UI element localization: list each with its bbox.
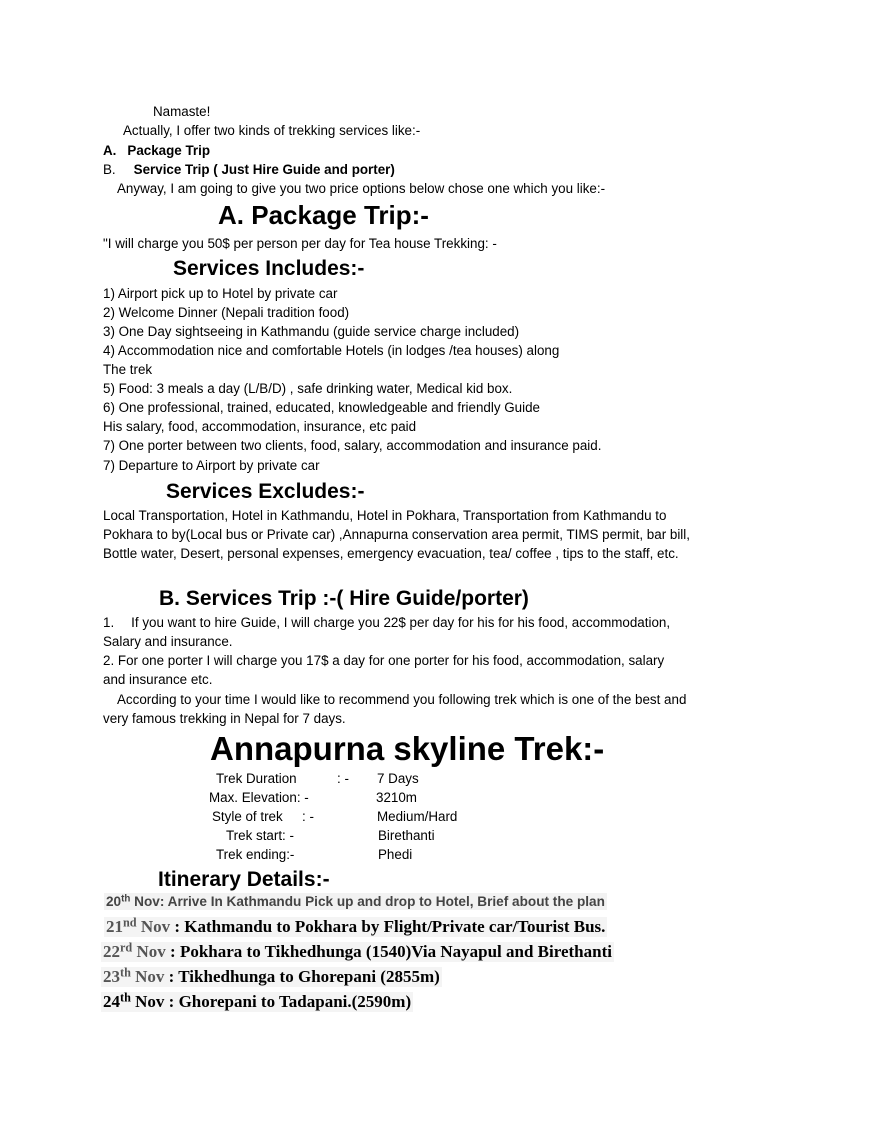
service-item-2-cont: and insurance etc. <box>103 672 213 687</box>
includes-item: 1) Airport pick up to Hotel by private car <box>103 286 338 301</box>
trek-detail-value: Birethanti <box>378 828 435 843</box>
service-heading: B. Services Trip :-( Hire Guide/porter) <box>159 587 529 610</box>
itinerary-item <box>101 967 442 987</box>
itinerary-text: : Kathmandu to Pokhara by Flight/Private car/Tourist Bus. <box>170 917 606 936</box>
trek-detail-value: Phedi <box>378 847 413 862</box>
itinerary-day: 24 <box>103 992 120 1011</box>
itinerary-month: Nov <box>140 917 171 936</box>
service-item-1-marker: 1. <box>103 615 115 630</box>
trek-detail-value: 3210m <box>376 790 417 805</box>
service-item-2: 2. For one porter I will charge you 17$ a day for one porter for his food, accommodation, salary <box>103 653 665 668</box>
trek-detail-label: Trek start: - <box>226 828 294 843</box>
greeting: Namaste! <box>153 104 211 119</box>
itinerary-text: : Tikhedhunga to Ghorepani (2855m) <box>164 967 440 986</box>
itinerary-heading: Itinerary Details:- <box>158 868 330 891</box>
itinerary-day: 22 <box>103 942 120 961</box>
itinerary-text: : Pokhara to Tikhedhunga (1540)Via Nayapul and Birethanti <box>165 942 612 961</box>
itinerary-month: Nov <box>135 967 165 986</box>
itinerary-day: 20 <box>106 894 122 909</box>
trek-detail-value: Medium/Hard <box>377 809 458 824</box>
trek-detail-sep: : - <box>337 771 349 786</box>
includes-item: The trek <box>103 362 153 377</box>
recommend-line-2: very famous trekking in Nepal for 7 days. <box>103 711 346 726</box>
option-a-marker: A. <box>103 143 117 158</box>
trek-title: Annapurna skyline Trek:- <box>210 730 605 767</box>
package-price: "I will charge you 50$ per person per day for Tea house Trekking: - <box>103 236 497 251</box>
includes-item: 2) Welcome Dinner (Nepali tradition food) <box>103 305 350 320</box>
excludes-line: Local Transportation, Hotel in Kathmandu, Hotel in Pokhara, Transportation from Kathmandu to <box>103 508 667 523</box>
option-a <box>103 142 210 159</box>
itinerary-day: 23 <box>103 967 120 986</box>
trek-detail-label: Trek Duration <box>216 771 297 786</box>
itinerary-item <box>101 992 413 1012</box>
excludes-line: Bottle water, Desert, personal expenses, emergency evacuation, tea/ coffee , tips to the staff, etc. <box>103 546 679 561</box>
itinerary-day-suffix: rd <box>120 940 133 955</box>
includes-item: 7) One porter between two clients, food, salary, accommodation and insurance paid. <box>103 438 602 453</box>
itinerary-day-suffix: th <box>120 965 131 980</box>
trek-detail-label: Trek ending:- <box>216 847 295 862</box>
itinerary-day-suffix: th <box>120 990 131 1005</box>
service-item-1-cont: Salary and insurance. <box>103 634 233 649</box>
trek-detail-sep: : - <box>302 809 314 824</box>
includes-item: 6) One professional, trained, educated, knowledgeable and friendly Guide <box>103 400 540 415</box>
itinerary-item <box>101 942 614 962</box>
package-heading: A. Package Trip:- <box>218 200 429 230</box>
includes-item: 3) One Day sightseeing in Kathmandu (guide service charge included) <box>103 324 520 339</box>
includes-item: 4) Accommodation nice and comfortable Hotels (in lodges /tea houses) along <box>103 343 560 358</box>
option-b-label: Service Trip ( Just Hire Guide and porter) <box>133 162 395 177</box>
intro-line: Actually, I offer two kinds of trekking services like:- <box>123 123 421 138</box>
recommend-line: According to your time I would like to recommend you following trek which is one of the best and <box>117 692 687 707</box>
itinerary-month: Nov <box>136 942 166 961</box>
option-b-marker: B. <box>103 162 116 177</box>
trek-detail-value: 7 Days <box>377 771 419 786</box>
option-b <box>103 161 395 178</box>
excludes-heading: Services Excludes:- <box>166 480 365 503</box>
includes-item: 5) Food: 3 meals a day (L/B/D) , safe drinking water, Medical kid box. <box>103 381 513 396</box>
itinerary-text: : Arrive In Kathmandu Pick up and drop to Hotel, Brief about the plan <box>159 894 605 909</box>
service-item-1 <box>103 614 670 631</box>
option-a-label: Package Trip <box>127 143 211 158</box>
trek-detail-label: Style of trek <box>212 809 283 824</box>
excludes-line: Pokhara to by(Local bus or Private car) ,Annapurna conservation area permit, TIMS permit, bar bill, <box>103 527 690 542</box>
itinerary-item <box>104 893 607 910</box>
intro-line-2: Anyway, I am going to give you two price options below chose one which you like:- <box>117 181 606 196</box>
itinerary-text: : Ghorepani to Tadapani.(2590m) <box>164 992 412 1011</box>
trek-detail-label: Max. Elevation: - <box>209 790 309 805</box>
itinerary-day-suffix: th <box>121 893 131 905</box>
itinerary-item <box>104 917 607 937</box>
itinerary-day: 21 <box>106 917 123 936</box>
itinerary-month: Nov <box>135 992 165 1011</box>
includes-item: His salary, food, accommodation, insurance, etc paid <box>103 419 417 434</box>
itinerary-day-suffix: nd <box>123 915 137 930</box>
service-item-1-text: If you want to hire Guide, I will charge you 22$ per day for his for his food, accommodation, <box>131 615 671 630</box>
itinerary-month: Nov <box>134 894 160 909</box>
includes-item: 7) Departure to Airport by private car <box>103 458 320 473</box>
includes-heading: Services Includes:- <box>173 257 365 280</box>
